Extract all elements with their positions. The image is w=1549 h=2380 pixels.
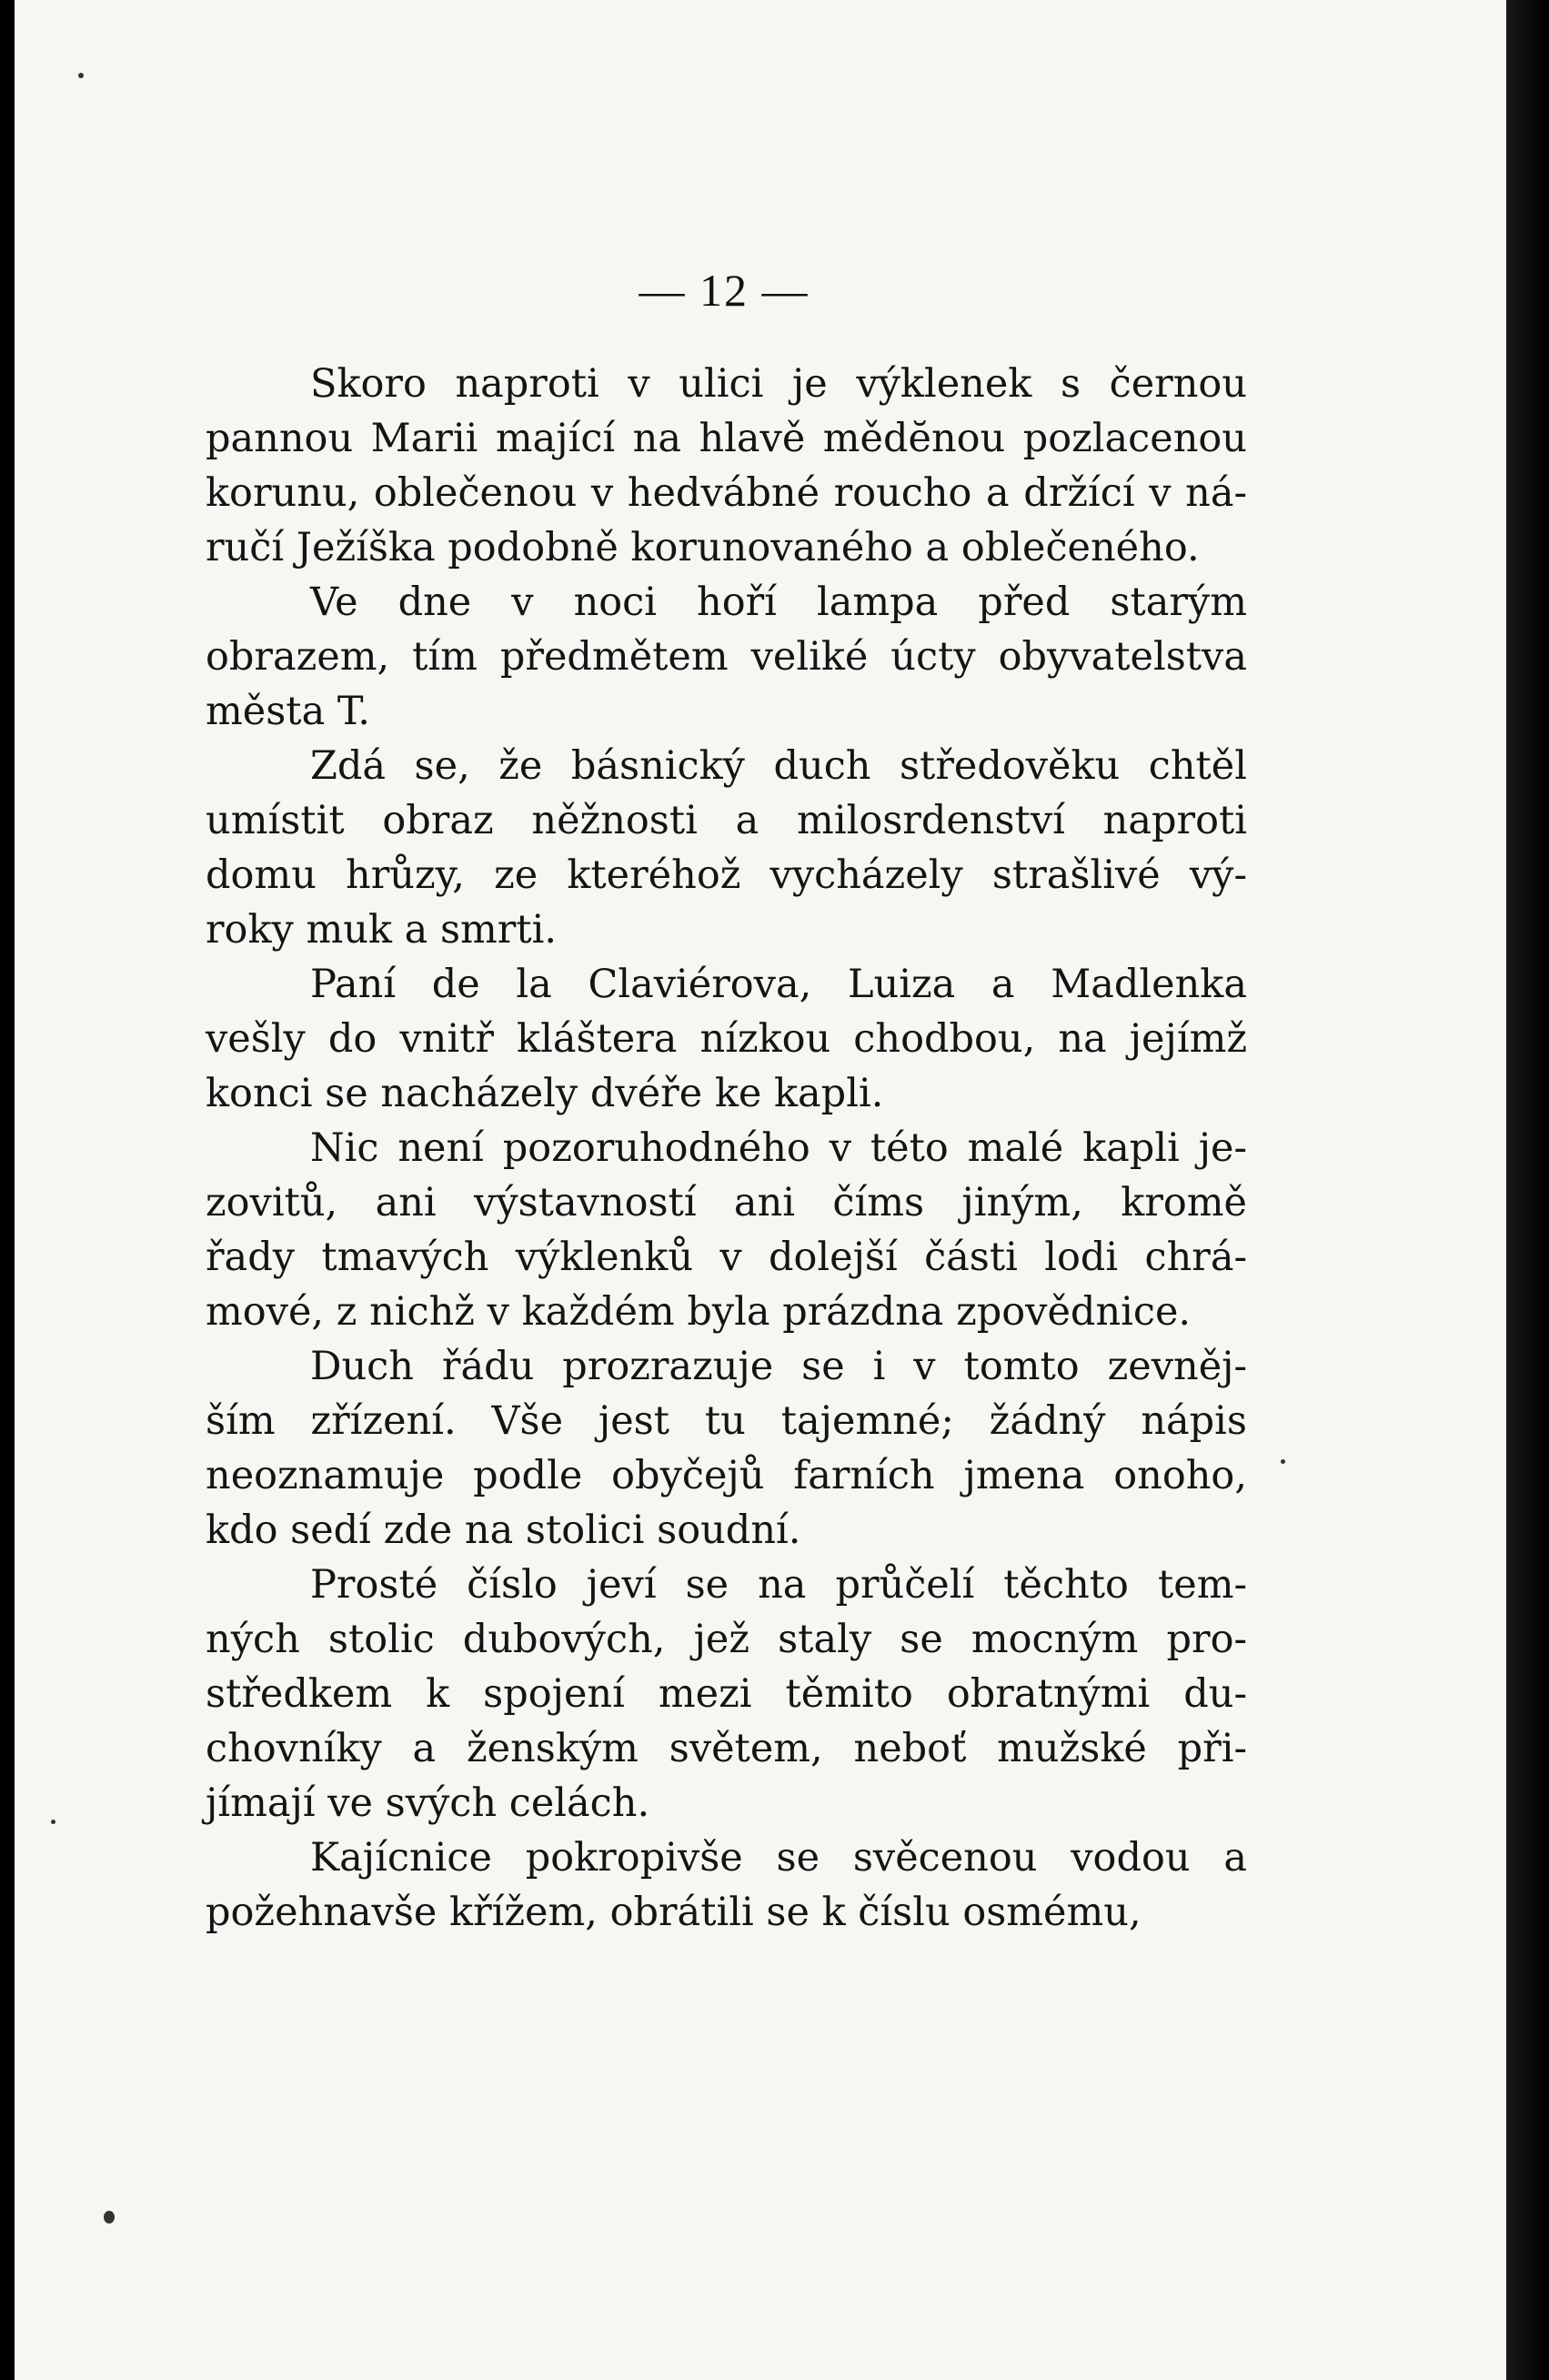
text-line: domu hrůzy, ze kteréhož vycházely strašlivé vý- [206, 852, 1247, 898]
text-line: Prosté číslo jeví se na průčelí těchto tem- [310, 1562, 1247, 1608]
print-speck [78, 73, 84, 78]
text-line: požehnavše křížem, obrátili se k číslu osmému, [206, 1890, 1142, 1935]
text-line: obrazem, tím předmětem veliké úcty obyvatelstva [206, 634, 1247, 680]
text-line: zovitů, ani výstavností ani číms jiným, kromě [206, 1180, 1247, 1225]
text-line: jímají ve svých celách. [206, 1780, 650, 1826]
print-speck [51, 1820, 55, 1824]
text-line: Zdá se, že básnický duch středověku chtěl [310, 743, 1247, 789]
text-line: Duch řádu prozrazuje se i v tomto zevněj- [310, 1344, 1247, 1389]
text-line: ším zřízení. Vše jest tu tajemné; žádný nápis [206, 1398, 1247, 1444]
text-line: Ve dne v noci hoří lampa před starým [310, 580, 1247, 625]
text-line: Kajícnice pokropivše se svěcenou vodou a [310, 1835, 1247, 1881]
text-line: neoznamuje podle obyčejů farních jmena onoho, [206, 1453, 1247, 1498]
page-number: — 12 — [639, 265, 810, 316]
text-line: Paní de la Claviérova, Luiza a Madlenka [310, 962, 1247, 1007]
text-line: řady tmavých výklenků v dolejší části lodi chrá- [206, 1235, 1247, 1280]
text-line: konci se nacházely dvéře ke kapli. [206, 1071, 884, 1116]
page-edge-shadow [1506, 0, 1549, 2380]
book-page [15, 0, 1506, 2380]
text-line: ručí Ježíška podobně korunovaného a oblečeného. [206, 525, 1200, 570]
print-speck [104, 2211, 115, 2224]
text-line: chovníky a ženským světem, neboť mužské při- [206, 1726, 1247, 1771]
text-line: Nic není pozoruhodného v této malé kapli je- [310, 1125, 1247, 1171]
text-line: města T. [206, 689, 370, 734]
text-line: středkem k spojení mezi těmito obratnými du- [206, 1671, 1247, 1717]
text-line: vešly do vnitř kláštera nízkou chodbou, na jejímž [206, 1016, 1247, 1062]
text-line: Skoro naproti v ulici je výklenek s černou [310, 361, 1247, 407]
text-line: korunu, oblečenou v hedvábné roucho a držící v ná- [206, 470, 1247, 516]
text-line: umístit obraz něžnosti a milosrdenství naproti [206, 798, 1247, 843]
text-line: pannou Marii mající na hlavě mědĕnou pozlacenou [206, 416, 1247, 461]
text-line: kdo sedí zde na stolici soudní. [206, 1508, 801, 1553]
body-text [206, 357, 1247, 1940]
text-line: ných stolic dubových, jež staly se mocným pro- [206, 1617, 1247, 1662]
print-speck [1281, 1459, 1285, 1464]
text-line: mové, z nichž v každém byla prázdna zpovědnice. [206, 1289, 1192, 1335]
text-line: roky muk a smrti. [206, 907, 558, 953]
